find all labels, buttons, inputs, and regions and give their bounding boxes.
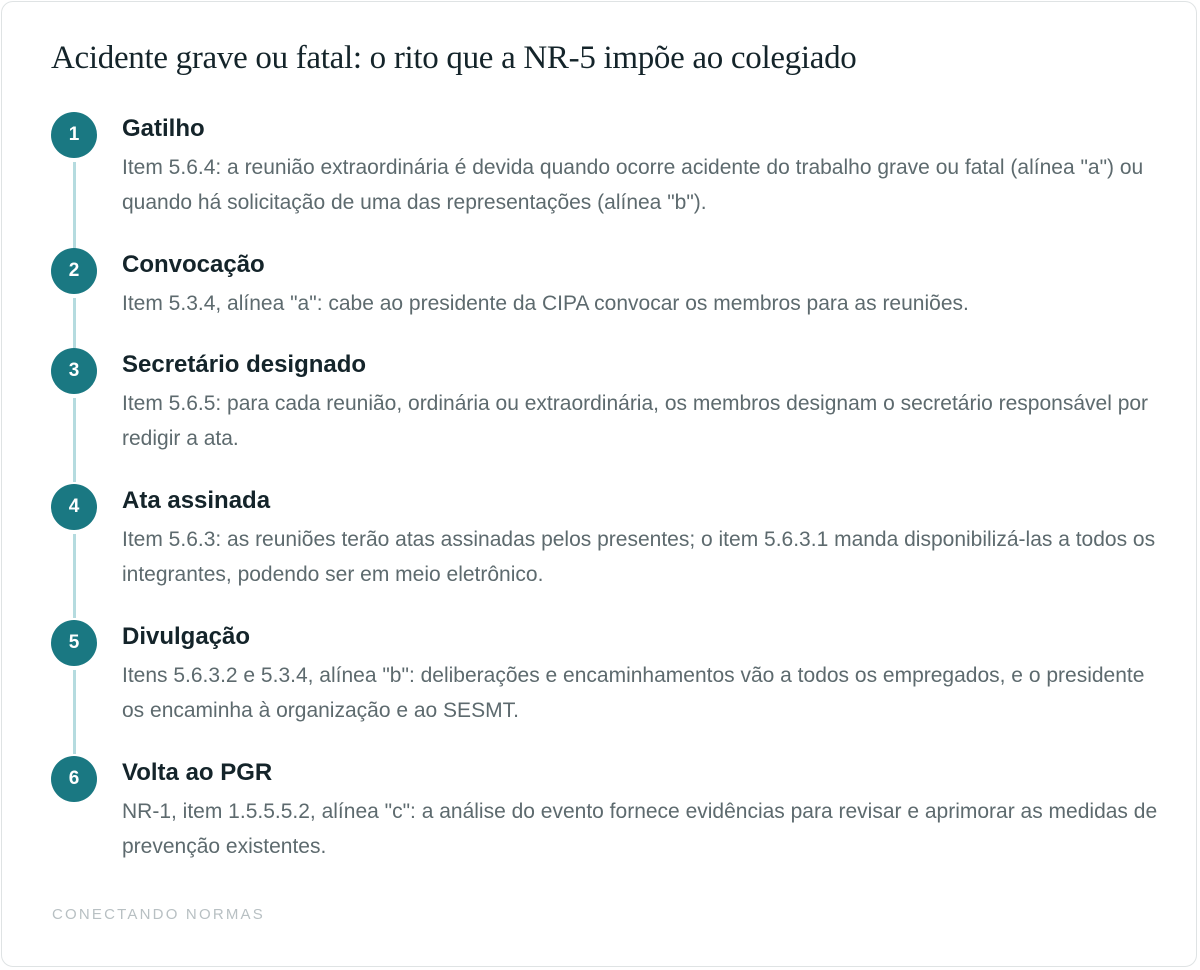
- step-title: Gatilho: [122, 115, 205, 142]
- timeline-connector: [73, 670, 76, 754]
- step-number-badge: 4: [51, 484, 97, 530]
- step-description: Item 5.6.4: a reunião extraordinária é devida quando ocorre acidente do trabalho grave ou fatal (alínea "a") ou quando há solicitação de uma das representações (alínea "b").: [122, 156, 1144, 214]
- timeline-connector: [73, 534, 76, 618]
- step-description: Item 5.6.3: as reuniões terão atas assinadas pelos presentes; o item 5.6.3.1 manda disponibilizá-las a todos os integrantes, podendo ser em meio eletrônico.: [122, 528, 1156, 586]
- step-description: Item 5.6.5: para cada reunião, ordinária ou extraordinária, os membros designam o secretário responsável por redigir a ata.: [122, 392, 1149, 450]
- timeline-connector: [73, 398, 76, 482]
- step-description: Item 5.3.4, alínea "a": cabe ao presidente da CIPA convocar os membros para as reuniões.: [122, 292, 969, 315]
- timeline: [2, 2, 1196, 966]
- card: [1, 1, 1197, 967]
- step-title: Divulgação: [122, 623, 251, 650]
- timeline-connector: [73, 162, 76, 261]
- step-title: Convocação: [122, 251, 265, 278]
- page-title: Acidente grave ou fatal: o rito que a NR-5 impõe ao colegiado: [51, 40, 857, 76]
- step-description: Itens 5.6.3.2 e 5.3.4, alínea "b": deliberações e encaminhamentos vão a todos os empregados, e o presidente os encaminha à organização e ao SESMT.: [122, 664, 1145, 722]
- step-title: Volta ao PGR: [122, 759, 273, 786]
- step-title: Ata assinada: [122, 487, 271, 514]
- step-number-badge: 1: [51, 112, 97, 158]
- footer-brand: CONECTANDO NORMAS: [52, 906, 265, 923]
- timeline-connector: [73, 298, 76, 348]
- step-title: Secretário designado: [122, 351, 367, 378]
- step-number-badge: 5: [51, 620, 97, 666]
- step-description: NR-1, item 1.5.5.5.2, alínea "c": a análise do evento fornece evidências para revisar e aprimorar as medidas de prevenção existentes.: [122, 800, 1158, 858]
- step-number-badge: 2: [51, 248, 97, 294]
- step-number-badge: 3: [51, 348, 97, 394]
- step-number-badge: 6: [51, 756, 97, 802]
